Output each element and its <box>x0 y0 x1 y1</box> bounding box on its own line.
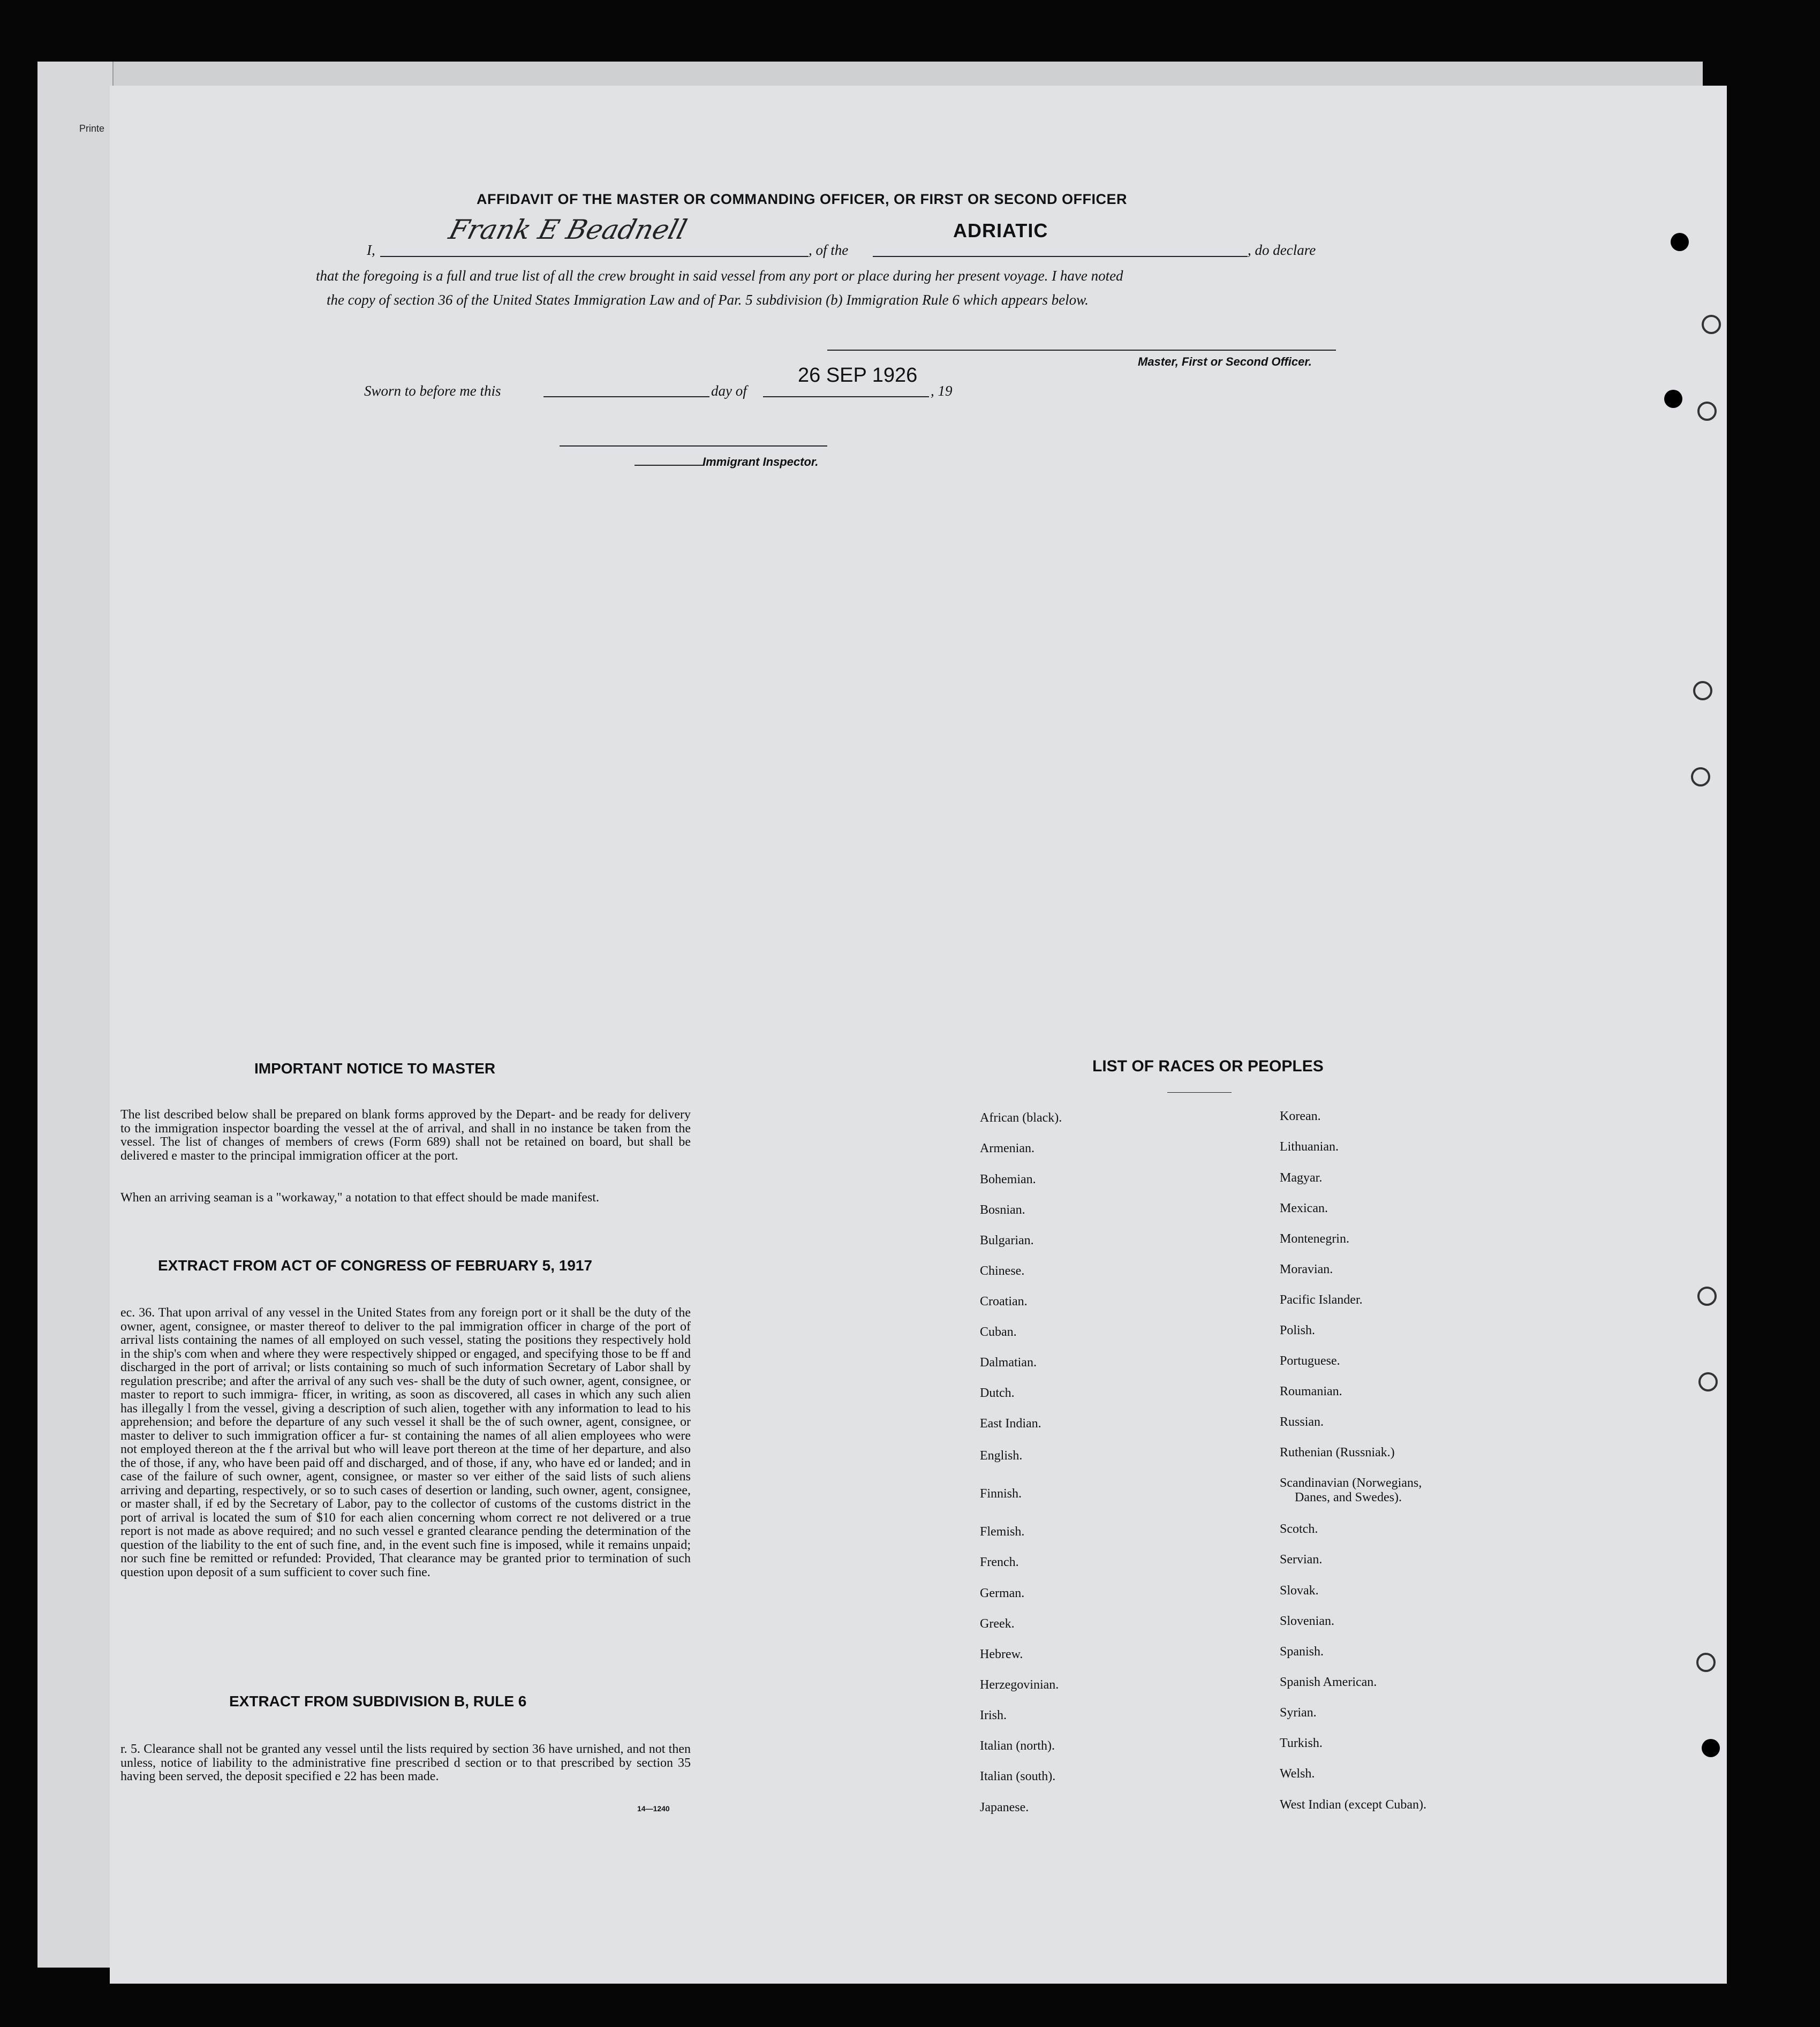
race-right-6: Pacific Islander. <box>1280 1293 1363 1307</box>
race-left-13: Flemish. <box>980 1525 1025 1539</box>
race-right-8: Portuguese. <box>1280 1354 1340 1368</box>
race-left-1: Armenian. <box>980 1141 1034 1155</box>
race-left-9: Dutch. <box>980 1386 1015 1400</box>
race-right-22: West Indian (except Cuban). <box>1280 1798 1426 1812</box>
notice-title: IMPORTANT NOTICE TO MASTER <box>254 1060 496 1077</box>
declaration-line-3: the copy of section 36 of the United States Immigration Law and of Par. 5 subdivision (b) Immigration Rule 6 which appears below. <box>327 292 1089 308</box>
race-left-2: Bohemian. <box>980 1173 1036 1186</box>
inspector-caption-line <box>635 465 704 466</box>
affidavit-title: AFFIDAVIT OF THE MASTER OR COMMANDING OFFICER, OR FIRST OR SECOND OFFICER <box>477 191 1127 207</box>
declaration-line-2: that the foregoing is a full and true list of all the crew brought in said vessel from any port or place during her present voyage. I have noted <box>316 268 1123 284</box>
extract-1-title: EXTRACT FROM ACT OF CONGRESS OF FEBRUARY 5, 1917 <box>158 1257 593 1274</box>
notice-paragraph-1: The list described below shall be prepared on blank forms approved by the Depart- and be ready for delivery to the immigration inspector boarding the vessel at the of arrival, and shall in no instance be taken from the vessel. The list of changes of members of crews (Form 689) shall not be retained on board, but shall be delivered e master to the principal immigration officer at the port. <box>120 1108 691 1163</box>
notice-paragraph-2: When an arriving seaman is a "workaway," a notation to that effect should be made manifest. <box>120 1191 599 1205</box>
punch-hole <box>1693 681 1712 700</box>
race-left-22: Japanese. <box>980 1801 1029 1814</box>
name-line <box>380 256 809 257</box>
race-right-16: Slovenian. <box>1280 1614 1334 1628</box>
race-left-17: Hebrew. <box>980 1647 1023 1661</box>
race-left-21: Italian (south). <box>980 1769 1056 1783</box>
race-left-12: Finnish. <box>980 1487 1022 1501</box>
punch-hole <box>1702 1739 1720 1757</box>
race-right-2: Magyar. <box>1280 1171 1323 1185</box>
race-left-19: Irish. <box>980 1708 1007 1722</box>
race-right-0: Korean. <box>1280 1109 1321 1123</box>
race-right-9: Roumanian. <box>1280 1385 1342 1398</box>
extract-1-text: ec. 36. That upon arrival of any vessel in the United States from any foreign port or it shall be the duty of the owner, agent, consignee, or master thereof to deliver to the pal immigration officer in charge of the port of arrival lists containing the names of all employed on such vessel, stating the positions they respectively hold in the ship's com when and where they were respectively shipped or engaged, and specifying those to be ff and discharged in the port of arrival; or lists containing so much of such information Secretary of Labor shall by regulation prescribe; and after the arrival of any such ves- shall be the duty of such owner, agent, consignee, or master to report to such immigra- fficer, in writing, as soon as discovered, all cases in which any such alien has illegally l from the vessel, giving a description of such alien, together with any information to lead to his apprehension; and before the departure of any such vessel it shall be the of such owner, agent, consignee, or master to deliver to such immigration officer a fur- st containing the names of all alien employees who were not employed thereon at the f the arrival but who will leave port thereon at the time of her departure, and also the of those, if any, who have been paid off and discharged, and of those, if any, who have ed or landed; and in case of the failure of such owner, agent, consignee, or master so ver either of the said lists of such aliens arriving and departing, respectively, or so to such cases of desertion or landing, such owner, agent, consignee, or master shall, if ed by the Secretary of Labor, pay to the collector of customs of the customs district in the port of arrival is located the sum of $10 for each alien concerning whom correct re not delivered or a true report is not made as above required; and no such vessel e granted clearance pending the determination of the question of the liability to the ent of such fine, and, in the event such fine is imposed, while it remains unpaid; nor such fine be remitted or refunded: Provided, That clearance may be granted prior to termination of such question upon deposit of a sum sufficient to cover such fine. <box>120 1306 691 1579</box>
race-left-3: Bosnian. <box>980 1203 1025 1217</box>
race-right-10: Russian. <box>1280 1415 1324 1429</box>
race-right-14: Servian. <box>1280 1553 1323 1567</box>
sworn-prefix: Sworn to before me this <box>364 383 501 399</box>
sworn-year: , 19 <box>931 383 953 399</box>
races-title: LIST OF RACES OR PEOPLES <box>1092 1057 1324 1075</box>
race-right-1: Lithuanian. <box>1280 1140 1339 1154</box>
punch-hole <box>1671 233 1689 251</box>
race-left-6: Croatian. <box>980 1295 1028 1309</box>
punch-hole <box>1696 1653 1716 1672</box>
race-right-5: Moravian. <box>1280 1262 1333 1276</box>
sworn-day-line <box>543 396 709 397</box>
punch-hole <box>1698 1372 1718 1391</box>
declaration-suffix: , do declare <box>1248 242 1316 258</box>
ship-name: ADRIATIC <box>953 220 1048 241</box>
sworn-date-line <box>763 396 929 397</box>
race-right-19: Syrian. <box>1280 1706 1317 1720</box>
race-right-12: Scandinavian (Norwegians, <box>1280 1476 1422 1490</box>
signature: Frank E Beadnell <box>445 214 690 245</box>
race-left-4: Bulgarian. <box>980 1234 1034 1247</box>
margin-label: Printe <box>79 123 105 134</box>
race-right-18: Spanish American. <box>1280 1675 1377 1689</box>
race-left-8: Dalmatian. <box>980 1356 1037 1370</box>
race-right-3: Mexican. <box>1280 1201 1328 1215</box>
punch-hole <box>1697 402 1717 421</box>
race-left-11: English. <box>980 1449 1023 1463</box>
race-left-20: Italian (north). <box>980 1739 1055 1753</box>
races-title-rule <box>1167 1092 1232 1093</box>
ship-line <box>873 256 1248 257</box>
race-right-20: Turkish. <box>1280 1736 1323 1750</box>
sworn-day-of: day of <box>711 383 747 399</box>
extract-2-text: r. 5. Clearance shall not be granted any vessel until the lists required by section 36 have urnished, and not then unless, notice of liability to the administrative fine prescribed d section or to that prescribed by section 35 having been served, the deposit specified e 22 has been made. <box>120 1742 691 1783</box>
race-left-7: Cuban. <box>980 1325 1017 1339</box>
form-number: 14—1240 <box>637 1804 670 1813</box>
punch-hole <box>1691 767 1710 786</box>
race-right-15: Slovak. <box>1280 1584 1319 1598</box>
underlying-page-strip <box>37 62 114 1968</box>
inspector-caption: Immigrant Inspector. <box>703 455 819 468</box>
race-right-21: Welsh. <box>1280 1767 1315 1781</box>
punch-hole <box>1664 390 1682 408</box>
race-right-4: Montenegrin. <box>1280 1232 1349 1246</box>
master-signature-line <box>827 350 1336 351</box>
race-left-0: African (black). <box>980 1111 1062 1125</box>
race-left-14: French. <box>980 1555 1019 1569</box>
punch-hole <box>1697 1287 1717 1306</box>
race-right-7: Polish. <box>1280 1323 1316 1337</box>
race-right-11: Ruthenian (Russniak.) <box>1280 1446 1395 1459</box>
extract-2-title: EXTRACT FROM SUBDIVISION B, RULE 6 <box>229 1693 527 1710</box>
declaration-prefix: I, <box>367 242 375 258</box>
race-right-13: Scotch. <box>1280 1522 1318 1536</box>
race-left-15: German. <box>980 1586 1025 1600</box>
race-left-5: Chinese. <box>980 1264 1025 1278</box>
race-right-12-cont: Danes, and Swedes). <box>1295 1491 1402 1504</box>
race-left-16: Greek. <box>980 1617 1015 1631</box>
race-left-18: Herzegovinian. <box>980 1678 1059 1692</box>
master-caption: Master, First or Second Officer. <box>1138 355 1312 368</box>
punch-hole <box>1702 315 1721 334</box>
date-stamp: 26 SEP 1926 <box>798 364 918 387</box>
race-left-10: East Indian. <box>980 1417 1041 1431</box>
inspector-line <box>560 445 827 447</box>
declaration-middle: , of the <box>809 242 849 258</box>
race-right-17: Spanish. <box>1280 1645 1324 1659</box>
